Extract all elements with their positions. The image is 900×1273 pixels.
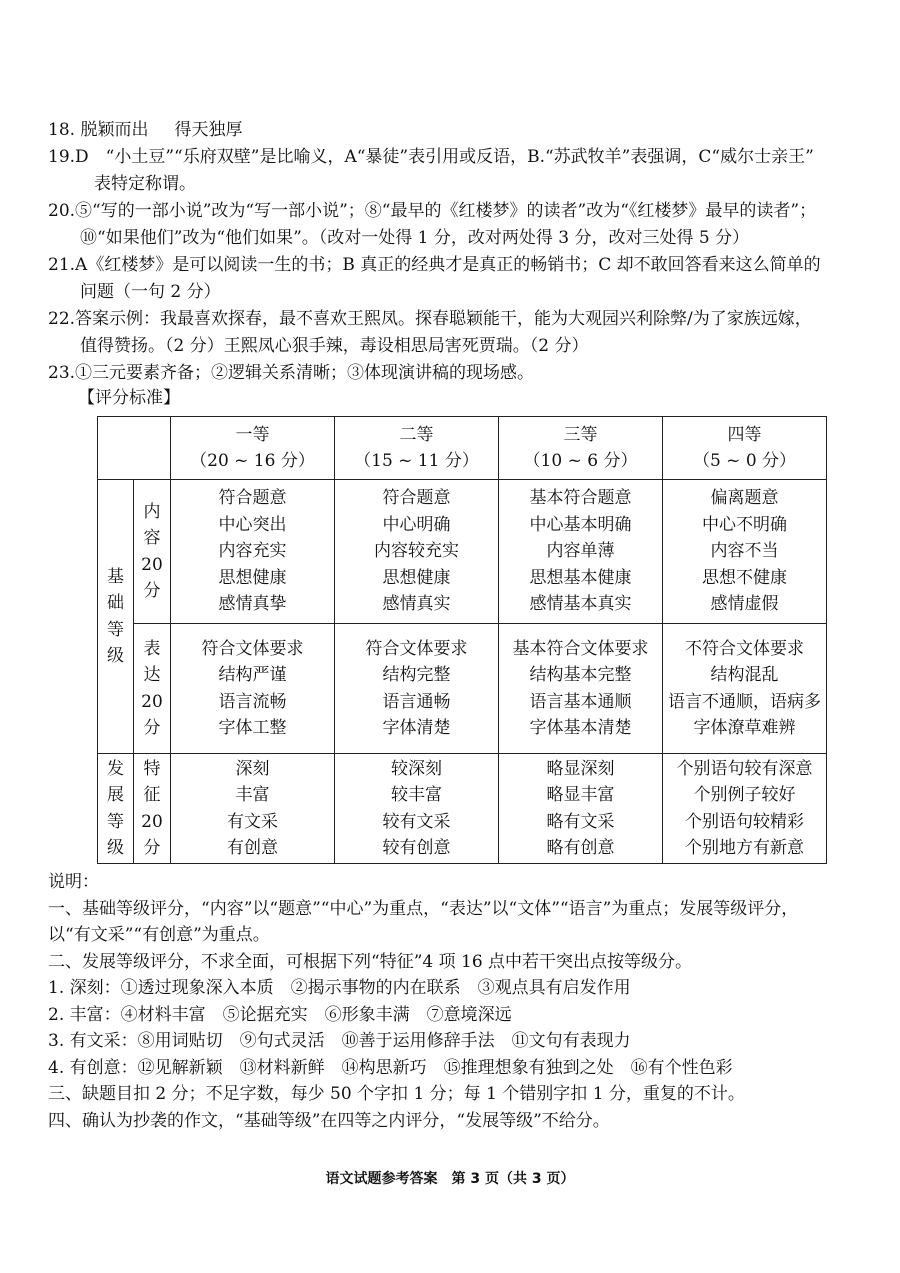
answer-23 (48, 360, 853, 387)
answer-text: 答案示例：我最喜欢探春，最不喜欢王熙凤。探春聪颖能干，能为大观园兴利除弊/为了家族远嫁， (75, 309, 812, 329)
rubric-cell: 基本符合题意 中心基本明确 内容单薄 思想基本健康 感情基本真实 (499, 480, 663, 624)
answer-number: 20. (48, 201, 76, 221)
answer-text: 值得赞扬。（2 分）王熙凤心狠手辣，毒设相思局害死贾瑞。（2 分） (80, 336, 589, 356)
notes-section (48, 869, 868, 1134)
note-line: 四、确认为抄袭的作文，“基础等级”在四等之内评分，“发展等级”不给分。 (48, 1110, 610, 1131)
feature-line: 3. 有文采：⑧用词贴切 ⑨句式灵活 ⑩善于运用修辞手法 ⑪文句有表现力 (48, 1031, 631, 1051)
note-line: 以“有文采”“有创意”为重点。 (48, 925, 270, 945)
answer-number: 18. (48, 120, 76, 140)
rubric-cell: 符合题意 中心突出 内容充实 思想健康 感情真挚 (171, 480, 335, 624)
answer-text: ⑤“写的一部小说”改为“写一部小说”；⑧“最早的《红楼梦》的读者”改为“《红楼梦》最早的读者”； (75, 201, 817, 221)
answer-18 (48, 117, 853, 144)
expression-row (98, 624, 827, 754)
answer-number: 21. (48, 255, 76, 275)
rubric-cell: 符合文体要求 结构完整 语言通畅 字体清楚 (335, 624, 499, 754)
answer-part: 得天独厚 (174, 120, 243, 140)
answer-number: 19. (48, 147, 76, 167)
note-line: 一、基础等级评分，“内容”以“题意”“中心”为重点，“表达”以“文体”“语言”为重点；发展等级评分， (48, 898, 799, 919)
feature-line: 4. 有创意：⑫见解新颖 ⑬材料新鲜 ⑭构思新巧 ⑮推理想象有独到之处 ⑯有个性色彩 (48, 1057, 733, 1078)
answer-20 (48, 198, 853, 252)
feature-row (98, 754, 827, 864)
answer-part: 脱颖而出 (80, 120, 149, 140)
answer-number: 22. (48, 309, 76, 329)
page-footer: 语文试题参考答案 第 3 页（共 3 页） (325, 1171, 575, 1187)
grade-header-row (98, 417, 827, 480)
answer-text: D “小土豆”“乐府双壁”是比喻义，A“暴徒”表引用或反语，B.“苏武牧羊”表强调，C“威尔士亲王” (75, 147, 814, 167)
answer-text: ⑩“如果他们”改为“他们如果”。（改对一处得 1 分，改对两处得 3 分，改对三处得 5 分） (80, 228, 750, 248)
feature-line: 2. 丰富：④材料丰富 ⑤论据充实 ⑥形象丰满 ⑦意境深远 (48, 1004, 512, 1025)
rubric-title: 【评分标准】 (78, 388, 180, 408)
answer-text: ①三元要素齐备；②逻辑关系清晰；③体现演讲稿的现场感。 (75, 363, 535, 383)
rubric-cell: 符合文体要求 结构严谨 语言流畅 字体工整 (171, 624, 335, 754)
answer-19 (48, 144, 853, 198)
feature-label: 特 征 20 分 (134, 754, 171, 864)
answer-22 (48, 306, 853, 360)
basic-level-label: 基 础 等 级 (98, 480, 134, 754)
rubric-cell: 偏离题意 中心不明确 内容不当 思想不健康 感情虚假 (663, 480, 827, 624)
corner-cell (98, 417, 171, 480)
expression-label: 表 达 20 分 (134, 624, 171, 754)
grade-header: 三等 （10 ~ 6 分） (499, 417, 663, 480)
answer-number: 23. (48, 363, 76, 383)
rubric-cell: 符合题意 中心明确 内容较充实 思想健康 感情真实 (335, 480, 499, 624)
note-line: 二、发展等级评分，不求全面，可根据下列“特征”4 项 16 点中若干突出点按等级分。 (48, 951, 693, 972)
content-label: 内 容 20 分 (134, 480, 171, 624)
answer-text: 表特定称谓。 (94, 174, 196, 194)
rubric-cell: 个别语句较有深意 个别例子较好 个别语句较精彩 个别地方有新意 (663, 754, 827, 864)
grade-header: 一等 （20 ~ 16 分） (171, 417, 335, 480)
grade-header: 二等 （15 ~ 11 分） (335, 417, 499, 480)
feature-line: 1. 深刻：①透过现象深入本质 ②揭示事物的内在联系 ③观点具有启发作用 (48, 978, 631, 998)
answer-text: 问题（一句 2 分） (80, 282, 221, 302)
rubric-cell: 较深刻 较丰富 较有文采 较有创意 (335, 754, 499, 864)
rubric-table (97, 416, 827, 864)
rubric-cell: 深刻 丰富 有文采 有创意 (171, 754, 335, 864)
notes-heading: 说明： (48, 872, 99, 892)
answer-21 (48, 252, 853, 306)
rubric-cell: 基本符合文体要求 结构基本完整 语言基本通顺 字体基本清楚 (499, 624, 663, 754)
content-row (98, 480, 827, 624)
note-line: 三、缺题目扣 2 分；不足字数，每少 50 个字扣 1 分；每 1 个错别字扣 1 分，重复的不计。 (48, 1084, 745, 1104)
answer-text: A《红楼梦》是可以阅读一生的书；B 真正的经典才是真正的畅销书；C 却不敢回答看来这么简单的 (75, 255, 821, 275)
develop-level-label: 发 展 等 级 (98, 754, 134, 864)
rubric-cell: 不符合文体要求 结构混乱 语言不通顺，语病多 字体潦草难辨 (663, 624, 827, 754)
grade-header: 四等 （5 ~ 0 分） (663, 417, 827, 480)
rubric-cell: 略显深刻 略显丰富 略有文采 略有创意 (499, 754, 663, 864)
